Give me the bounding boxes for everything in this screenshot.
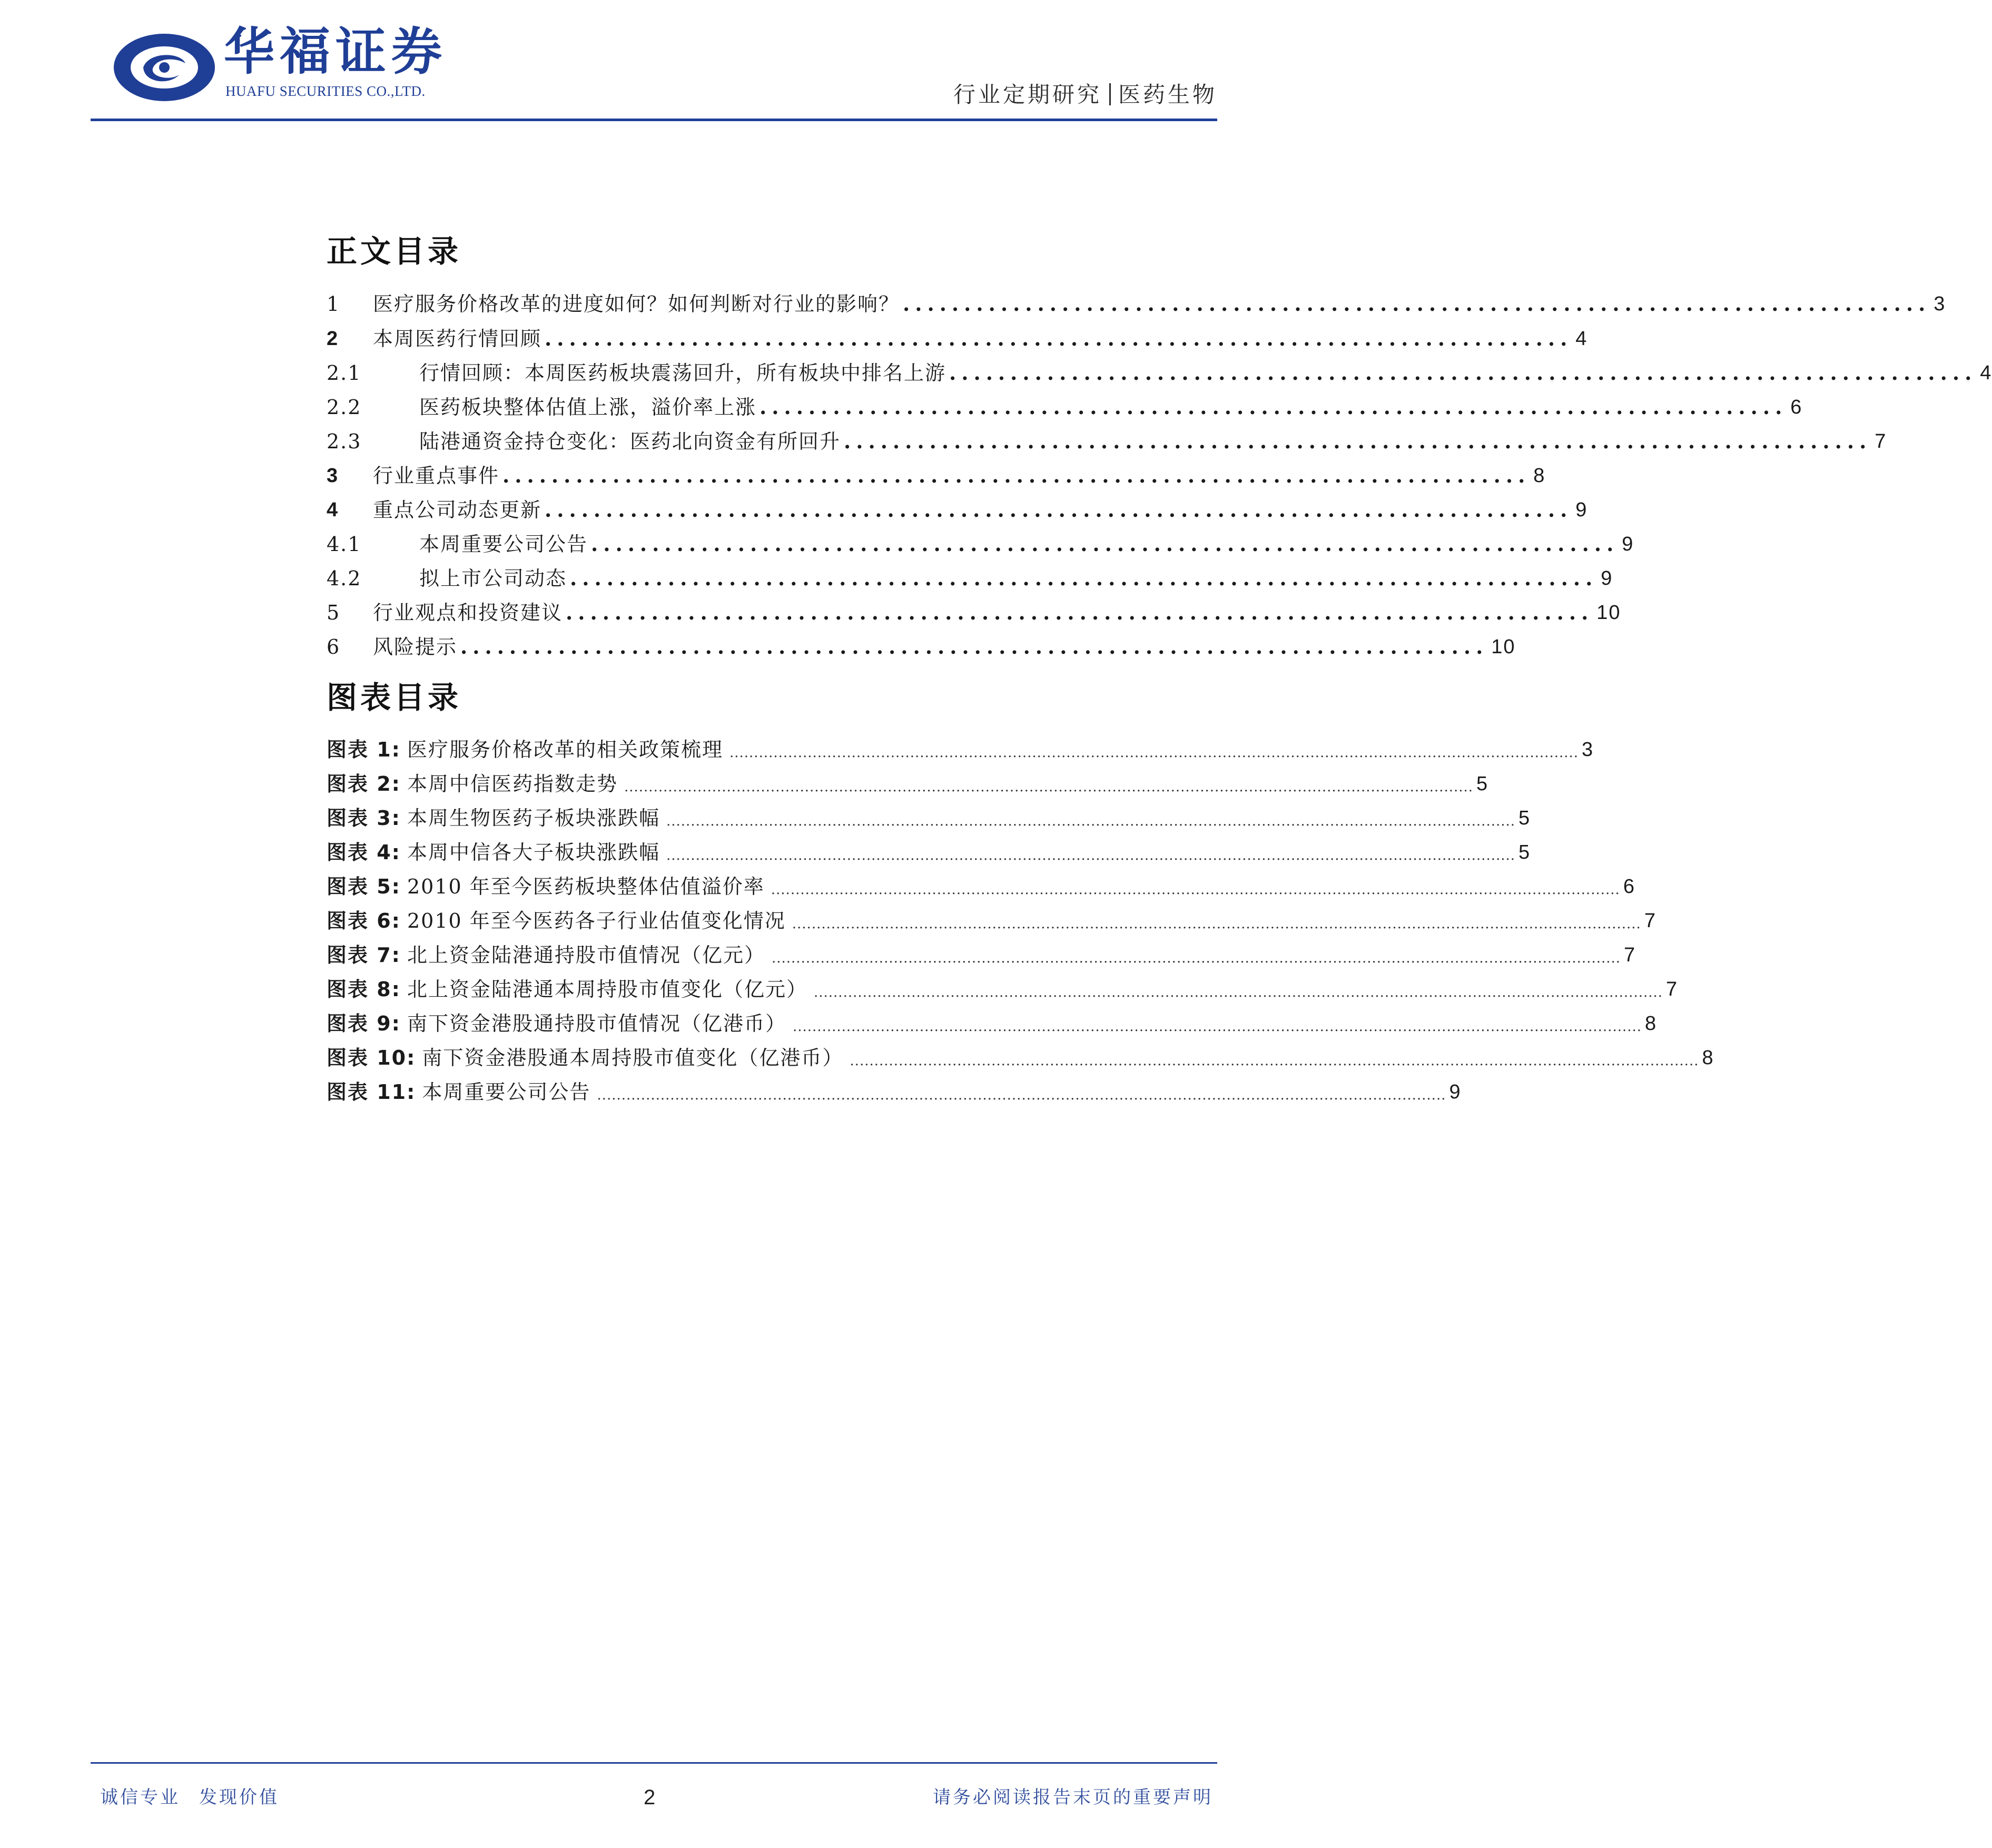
dot-leader: .................................................................................... <box>760 395 1788 419</box>
dot-leader: .................................................................................... <box>844 429 1872 453</box>
toc-entry-number: 2.2 <box>327 396 362 419</box>
toc-entry[interactable] <box>327 322 1588 350</box>
toc-entry-title: 本周重要公司公告 <box>419 533 588 556</box>
dot-leader: .................................................................................... <box>502 464 1531 487</box>
toc-entry-number: 4.1 <box>327 533 362 556</box>
toc-entry-page: 6 <box>1790 396 1803 418</box>
figure-list-title: 图表目录 <box>327 680 462 715</box>
figure-entry[interactable] <box>327 1076 1461 1104</box>
toc-entry-title: 行业重点事件 <box>373 464 500 487</box>
figure-entry[interactable] <box>327 836 1530 864</box>
toc-entry-number: 1 <box>327 292 341 316</box>
toc-entry[interactable] <box>327 357 1992 385</box>
figure-entry-label: 图表 1: <box>327 738 401 761</box>
figure-entry-page: 7 <box>1644 910 1655 932</box>
figure-entry-label: 图表 11: <box>327 1080 416 1104</box>
dot-leader: .............................................................................................................................................................................. <box>597 1087 1446 1103</box>
figure-entry-title: 北上资金陆港通本周持股市值变化（亿元） <box>407 978 807 1001</box>
figure-entry-page: 8 <box>1702 1047 1713 1069</box>
toc-entry-page: 9 <box>1601 567 1613 589</box>
figure-entry[interactable] <box>327 1007 1656 1035</box>
toc-entry-page: 8 <box>1533 465 1546 487</box>
toc-entry-title: 医疗服务价格改革的进度如何？如何判断对行业的影响？ <box>373 292 900 316</box>
toc-entry[interactable] <box>327 288 1946 316</box>
figure-entry-title: 北上资金陆港通持股市值情况（亿元） <box>407 943 765 967</box>
toc-entry[interactable] <box>327 391 1803 419</box>
figure-entry-title: 南下资金港股通本周持股市值变化（亿港币） <box>422 1046 844 1069</box>
toc-entry-title: 拟上市公司动态 <box>419 567 567 590</box>
toc-entry-page: 7 <box>1875 430 1887 453</box>
footer-slogan <box>100 1788 279 1806</box>
figure-entry-label: 图表 4: <box>327 841 401 864</box>
figure-entry-title: 2010 年至今医药板块整体估值溢价率 <box>407 875 765 898</box>
figure-entry-title: 本周生物医药子板块涨跌幅 <box>407 807 660 830</box>
toc-entry-number: 2.3 <box>327 430 362 453</box>
logo-en-text: HUAFU SECURITIES CO.,LTD. <box>225 83 426 99</box>
dot-leader: .................................................................................... <box>903 292 1931 316</box>
toc-entry-number: 2.1 <box>327 361 362 385</box>
report-type: 行业定期研究 <box>953 82 1102 107</box>
toc-entry-number: 2 <box>327 328 339 350</box>
toc-entry-number: 6 <box>327 635 341 658</box>
toc-entry[interactable] <box>327 425 1887 453</box>
toc-entry-page: 4 <box>1980 362 1992 384</box>
figure-entry-page: 5 <box>1476 773 1488 795</box>
figure-entry[interactable] <box>327 973 1678 1001</box>
figure-entry-page: 5 <box>1518 841 1530 863</box>
dot-leader: .................................................................................... <box>949 361 1977 385</box>
figure-entry-title: 南下资金港股通持股市值情况（亿港币） <box>407 1012 786 1035</box>
figure-entry[interactable] <box>327 870 1634 898</box>
dot-leader: .............................................................................................................................................................................. <box>666 813 1516 829</box>
footer-rule <box>91 1762 1217 1764</box>
figure-entry[interactable] <box>327 1041 1713 1069</box>
page-number: 2 <box>644 1786 656 1809</box>
figure-entry-label: 图表 2: <box>327 772 401 795</box>
toc-entry-title: 重点公司动态更新 <box>373 498 542 522</box>
figure-entry[interactable] <box>327 939 1635 967</box>
dot-leader: .............................................................................................................................................................................. <box>771 950 1621 966</box>
toc-entry[interactable] <box>327 459 1546 487</box>
figure-entry[interactable] <box>327 905 1655 932</box>
toc-entry[interactable] <box>327 596 1621 624</box>
toc-title: 正文目录 <box>327 233 462 269</box>
figure-entry[interactable] <box>327 802 1530 830</box>
toc-entry-page: 4 <box>1575 328 1588 350</box>
report-category <box>953 83 1217 106</box>
toc-entry-page: 3 <box>1934 293 1946 315</box>
toc-entry-page: 10 <box>1491 636 1516 658</box>
dot-leader: .................................................................................... <box>591 532 1619 556</box>
figure-entry-label: 图表 9: <box>327 1012 401 1035</box>
dot-leader: .................................................................................... <box>566 601 1594 624</box>
dot-leader: .............................................................................................................................................................................. <box>729 745 1579 761</box>
dot-leader: .............................................................................................................................................................................. <box>792 1019 1642 1035</box>
dot-leader: .................................................................................... <box>460 635 1488 658</box>
figure-entry-page: 9 <box>1449 1081 1461 1103</box>
dot-leader: .................................................................................... <box>545 327 1573 350</box>
figure-entry-title: 本周重要公司公告 <box>422 1080 591 1104</box>
toc-entry-title: 风险提示 <box>373 635 458 658</box>
toc-entry-page: 9 <box>1575 499 1588 521</box>
toc-entry[interactable] <box>327 494 1588 522</box>
toc-entry[interactable] <box>327 528 1634 556</box>
dot-leader: .............................................................................................................................................................................. <box>624 779 1474 795</box>
figure-entry-title: 本周中信各大子板块涨跌幅 <box>407 841 660 864</box>
slogan-value: 发现价值 <box>199 1787 279 1808</box>
figure-entry-page: 6 <box>1623 876 1634 898</box>
sector-name: 医药生物 <box>1118 82 1217 107</box>
figure-entry-page: 7 <box>1624 944 1635 966</box>
dot-leader: .................................................................................... <box>545 498 1573 522</box>
toc-entry-number: 3 <box>327 465 339 487</box>
huafu-logo-icon <box>112 31 217 104</box>
toc-entry-number: 4 <box>327 499 339 521</box>
figure-entry-label: 图表 3: <box>327 807 401 830</box>
figure-entry-title: 本周中信医药指数走势 <box>407 772 618 795</box>
dot-leader: .............................................................................................................................................................................. <box>850 1053 1699 1069</box>
header-separator <box>1109 83 1111 105</box>
toc-entry[interactable] <box>327 631 1516 658</box>
figure-entry-label: 图表 10: <box>327 1046 416 1069</box>
toc-entry[interactable] <box>327 562 1613 590</box>
header-rule <box>91 119 1217 121</box>
footer-disclaimer: 请务必阅读报告末页的重要声明 <box>933 1787 1213 1808</box>
toc-entry-title: 行业观点和投资建议 <box>373 601 563 624</box>
toc-entry-title: 行情回顾：本周医药板块震荡回升，所有板块中排名上游 <box>419 361 946 385</box>
slogan-integrity: 诚信专业 <box>100 1787 180 1808</box>
dot-leader: .................................................................................... <box>570 566 1598 590</box>
figure-entry[interactable] <box>327 733 1593 761</box>
figure-entry-page: 3 <box>1582 739 1593 761</box>
dot-leader: .............................................................................................................................................................................. <box>771 882 1620 898</box>
figure-entry-page: 5 <box>1518 807 1530 829</box>
toc-entry-title: 医药板块整体估值上涨，溢价率上涨 <box>419 396 757 419</box>
figure-entry-label: 图表 6: <box>327 909 401 932</box>
figure-entry-page: 7 <box>1666 978 1678 1000</box>
dot-leader: .............................................................................................................................................................................. <box>792 916 1641 932</box>
logo-cn-text: 华福证券 <box>224 22 447 81</box>
dot-leader: .............................................................................................................................................................................. <box>666 848 1516 863</box>
toc-entry-number: 4.2 <box>327 567 362 590</box>
figure-entry-page: 8 <box>1645 1013 1656 1035</box>
toc-entry-title: 陆港通资金持仓变化：医药北向资金有所回升 <box>419 430 841 453</box>
figure-entry-label: 图表 8: <box>327 978 401 1001</box>
dot-leader: .............................................................................................................................................................................. <box>813 985 1663 1000</box>
toc-entry-page: 9 <box>1622 533 1634 555</box>
figure-entry-label: 图表 5: <box>327 875 401 898</box>
toc-entry-page: 10 <box>1596 602 1621 624</box>
figure-entry-label: 图表 7: <box>327 943 401 967</box>
toc-entry-title: 本周医药行情回顾 <box>373 327 542 350</box>
figure-entry-title: 医疗服务价格改革的相关政策梳理 <box>407 738 723 761</box>
figure-entry[interactable] <box>327 768 1488 795</box>
figure-entry-title: 2010 年至今医药各子行业估值变化情况 <box>407 909 786 932</box>
toc-entry-number: 5 <box>327 601 341 624</box>
